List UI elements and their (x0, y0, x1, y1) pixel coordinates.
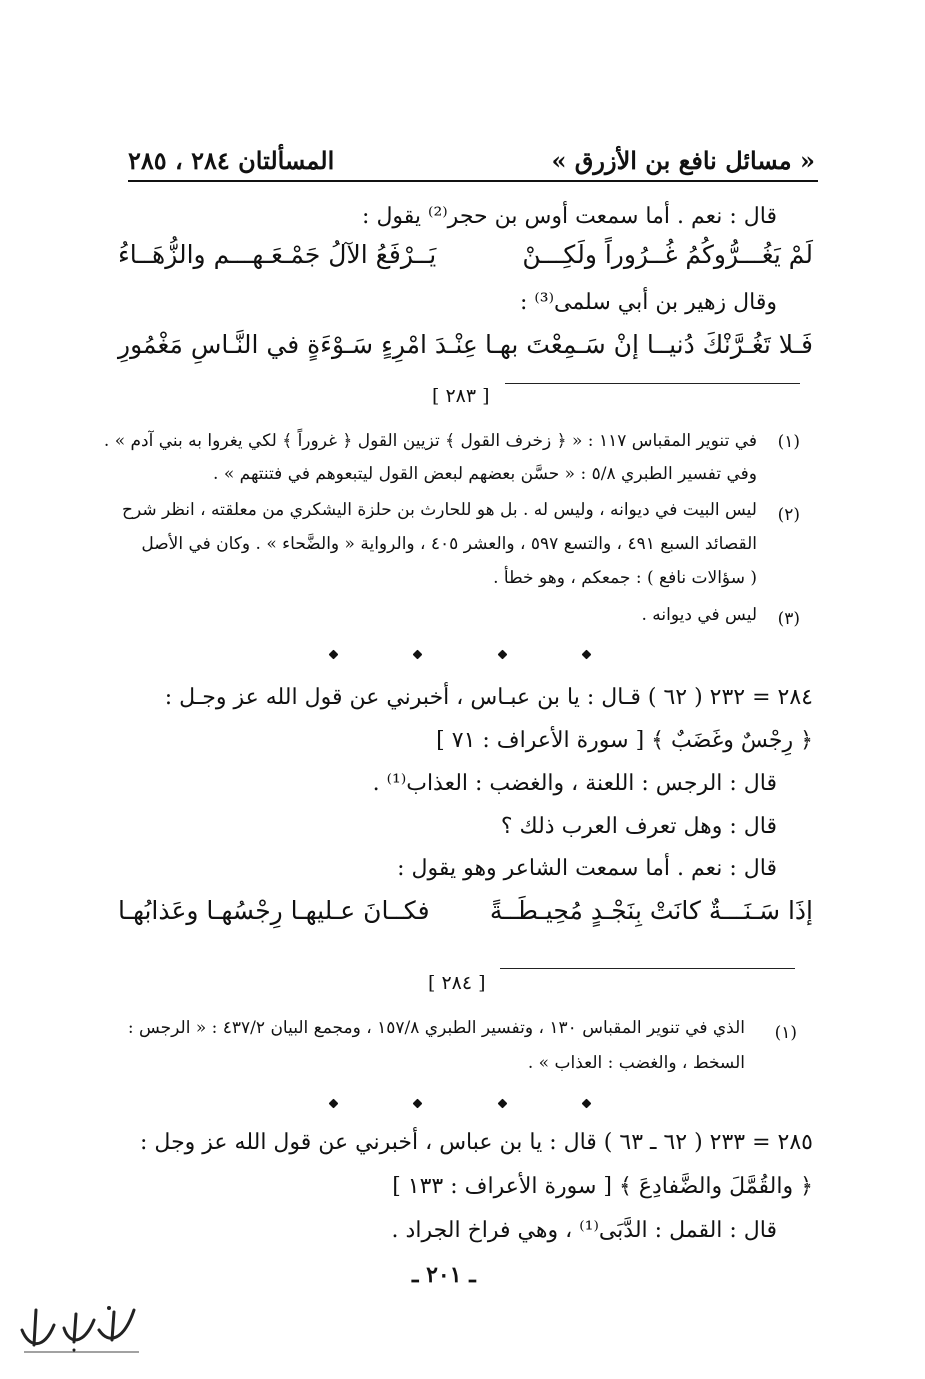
star-ornament (413, 650, 423, 660)
body-line: قال : الرجس : اللعنة ، والغضب : العذاب⁽¹⁾ . (372, 771, 777, 796)
question-number-tag: [ ٢٨٣ ] (432, 385, 490, 407)
footnote-line: القصائد السبع ٤٩١ ، والتسع ٥٩٧ ، والعشر ٤٠٥ ، والرواية « والضَّحاء » . وكان في الأصل (141, 534, 757, 554)
verse-second-hemistich: عِنْـدَ امْرِءٍ سَـوْءَةٍ في النَّـاسِ مَغْمُورِ (118, 330, 478, 359)
question-heading: ٢٨٤ = ٢٣٢ ( ٦٢ ) قـال : يا بن عبـاس ، أخبرني عن قول الله عز وجـل : (164, 685, 813, 710)
star-ornament (582, 1099, 592, 1109)
question-number-tag: [ ٢٨٤ ] (428, 972, 486, 994)
star-ornament (582, 650, 592, 660)
body-line: قال : القمل : الدَّبَى⁽¹⁾ ، وهي فراخ الجراد . (391, 1218, 777, 1243)
running-title: « مسائل نافع بن الأزرق » (551, 146, 815, 175)
star-ornament (413, 1099, 423, 1109)
star-ornament (497, 650, 507, 660)
body-line: وقال زهير بن أبي سلمى⁽³⁾ : (519, 290, 777, 315)
section-divider-stars (330, 1100, 590, 1107)
footnote-number: (١) (774, 1023, 797, 1043)
footnote-number: (١) (777, 432, 800, 452)
footnote-line: ( سؤالات نافع ) : جمعكم ، وهو خطأ . (493, 568, 757, 588)
star-ornament (329, 650, 339, 660)
quran-citation: ﴿ والقُمَّلَ والضَّفادِعَ ﴾ [ سورة الأعراف : ١٣٣ ] (392, 1174, 813, 1199)
library-logo (14, 1300, 149, 1360)
footnote-line: الذي في تنوير المقباس ١٣٠ ، وتفسير الطبري ١٥٧/٨ ، ومجمع البيان ٤٣٧/٢ : « الرجس : (127, 1018, 745, 1038)
footnote-rule (500, 968, 795, 969)
page-number: ـ ٢٠١ ـ (412, 1262, 476, 1288)
body-line: قال : وهل تعرف العرب ذلك ؟ (500, 814, 777, 839)
footnote-line: في تنوير المقباس ١١٧ : « ﴿ زخرف القول ﴾ تزيين القول ﴿ غروراً ﴾ لكي يغروا به بني آدم » . (103, 431, 757, 451)
question-heading: ٢٨٥ = ٢٣٣ ( ٦٢ ـ ٦٣ ) قال : يا بن عباس ، أخبرني عن قول الله عز وجل : (140, 1130, 813, 1155)
body-line: قال : نعم . أما سمعت الشاعر وهو يقول : (397, 856, 777, 881)
verse-second-hemistich: فكــانَ عـليهـا رِجْسُهـا وعَذابُهـا (118, 896, 430, 925)
verse-first-hemistich: إذَا سَـنَـــةٌ كانَتْ بِنَجْـدٍ مُحِيـطَــةً (489, 896, 813, 925)
footnote-line: وفي تفسير الطبري ٥/٨ : « حسَّن بعضهم لبعض القول ليتبعوهم في فتنتهم » . (213, 464, 757, 484)
footnote-line: السخط ، والغضب : العذاب » . (527, 1053, 745, 1073)
footnote-line: ليس في ديوانه . (641, 605, 757, 625)
section-numbers: المسألتان ٢٨٤ ، ٢٨٥ (128, 146, 335, 175)
footnote-number: (٣) (777, 609, 800, 629)
footnote-rule (505, 383, 800, 384)
star-ornament (497, 1099, 507, 1109)
verse-first-hemistich: فَـلا تَغُـرَّنْكَ دُنيــا إنْ سَـمِعْتَ بهـا (484, 330, 813, 359)
verse-second-hemistich: يَــرْفَعُ الآلُ جَمْـعَـهـــم والزُّهَــاءُ (118, 240, 437, 269)
star-ornament (329, 1099, 339, 1109)
body-line: قال : نعم . أما سمعت أوس بن حجر⁽²⁾ يقول : (362, 204, 777, 229)
header-rule (128, 180, 818, 182)
verse-first-hemistich: لَمْ يَغُـــرُّوكُمُ غُــرُوراً ولَكِـــنْ (522, 240, 813, 269)
footnote-line: ليس البيت في ديوانه ، وليس له . بل هو للحارث بن حلزة اليشكري من معلقته ، انظر شرح (121, 500, 757, 520)
section-divider-stars (330, 651, 590, 658)
footnote-number: (٢) (777, 505, 800, 525)
quran-citation: ﴿ رِجْسٌ وغَضَبٌ ﴾ [ سورة الأعراف : ٧١ ] (436, 728, 813, 753)
